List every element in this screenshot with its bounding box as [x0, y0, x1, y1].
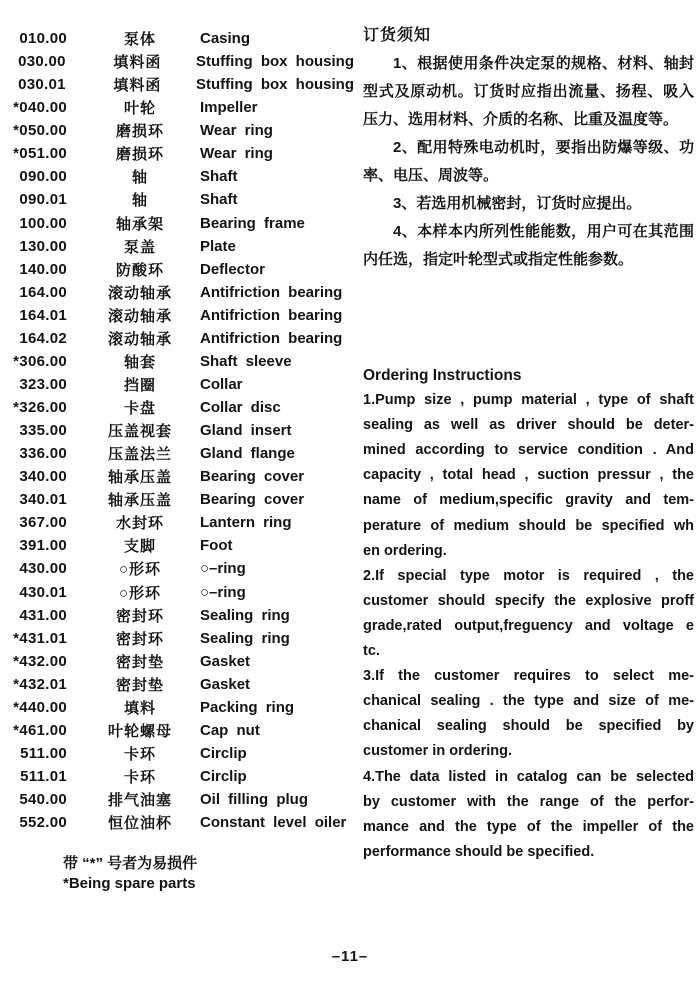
table-row [12, 465, 354, 488]
part-name-cn: ○形环 [118, 584, 162, 602]
table-row [12, 627, 354, 650]
notice-line-en: 3.If the customer requires to select me- [363, 668, 694, 685]
part-number: 391.00 [19, 537, 67, 555]
part-number: 336.00 [19, 445, 67, 463]
notice-en-block [363, 363, 694, 865]
part-number: *432.01 [13, 675, 67, 693]
table-row [12, 373, 354, 396]
notice-line-en: 4.The data listed in catalog can be selected [363, 768, 694, 785]
notice-line-en: chanical sealing . the type and size of me- [363, 693, 694, 710]
part-name-en: Bearing frame [200, 214, 305, 232]
part-name-cn: 叶轮螺母 [107, 722, 172, 740]
spare-parts-footnote [63, 854, 197, 893]
part-number: 340.00 [19, 468, 67, 486]
part-name-cn: 恒位油杯 [107, 815, 172, 833]
part-name-cn: 轴套 [123, 353, 156, 371]
part-name-cn: 密封垫 [115, 653, 164, 671]
notice-cn-paragraphs [363, 50, 694, 274]
notice-line-cn: 1、根据使用条件决定泵的规格、材料、轴封 [393, 55, 694, 72]
part-number: *040.00 [13, 99, 67, 117]
part-name-en: Sealing ring [200, 606, 290, 624]
part-name-en: Gland flange [200, 445, 295, 463]
notice-line-cn: 3、若选用机械密封，订货时应提出。 [393, 195, 642, 212]
table-row [12, 604, 354, 627]
part-name-cn: 轴承压盖 [107, 492, 172, 510]
part-name-cn: 卡环 [123, 769, 156, 787]
notice-line-en: mined according to service condition . And [363, 442, 694, 459]
page-number: –11– [331, 948, 369, 965]
table-row [12, 119, 354, 142]
table-row [12, 96, 354, 119]
footnote-cn: 带 “*” 号者为易损件 [63, 855, 198, 872]
part-name-en: Shaft [200, 191, 238, 209]
part-number: *051.00 [13, 145, 67, 163]
part-name-en: Collar disc [200, 399, 281, 417]
table-row [12, 50, 354, 73]
part-name-cn: 防酸环 [115, 261, 164, 279]
notice-line-en: grade,rated output,freguency and voltage e [363, 617, 694, 634]
notice-line-cn: 4、本样本内所列性能能数，用户可在其范围 [393, 223, 694, 240]
part-name-en: Constant level oiler [200, 814, 347, 832]
part-name-en: Deflector [200, 260, 266, 278]
part-number: *440.00 [13, 698, 67, 716]
table-row [12, 788, 354, 811]
part-number: 335.00 [19, 422, 67, 440]
part-number: 511.00 [20, 744, 67, 762]
part-name-en: Circlip [200, 768, 247, 786]
notice-line-en: 1.Pump size , pump material , type of shaft [363, 392, 694, 409]
part-name-cn: 压盖视套 [107, 423, 172, 441]
notice-en-paragraphs [363, 388, 694, 865]
notice-line-cn: 压力、选用材料、介质的名称、比重及温度等。 [363, 111, 679, 128]
part-name-en: Oil filling plug [200, 791, 308, 809]
notice-line-en: customer in ordering. [363, 743, 513, 760]
part-number: *306.00 [13, 352, 67, 370]
part-number: *326.00 [13, 399, 67, 417]
part-name-en: Wear ring [200, 145, 273, 163]
ordering-instructions [363, 22, 694, 865]
part-name-en: Impeller [200, 99, 258, 117]
part-name-cn: 密封环 [115, 630, 164, 648]
part-number: 090.01 [19, 191, 67, 209]
table-row [12, 673, 354, 696]
part-number: 030.01 [18, 76, 66, 94]
notice-line-en: name of medium,specific gravity and tem- [363, 492, 694, 509]
part-name-cn: 轴承压盖 [107, 469, 172, 487]
part-number: *050.00 [13, 122, 67, 140]
part-name-cn: 密封垫 [115, 676, 164, 694]
notice-line-en: customer should specify the explosive proff [363, 592, 694, 609]
notice-line-en: by customer with the range of the perfor- [363, 793, 694, 810]
part-name-cn: 支脚 [123, 538, 156, 556]
part-number: 164.01 [19, 306, 67, 324]
table-row [12, 811, 354, 834]
part-name-cn: 轴 [131, 192, 148, 210]
part-number: 140.00 [19, 260, 67, 278]
part-name-cn: 叶轮 [123, 100, 156, 118]
part-name-en: Stuffing box housing [196, 53, 354, 71]
part-name-en: Bearing cover [200, 491, 305, 509]
notice-line-cn: 2、配用特殊电动机时，要指出防爆等级、功 [393, 139, 694, 156]
table-row [12, 765, 354, 788]
table-row [12, 534, 354, 557]
part-name-cn: 填料函 [113, 77, 162, 95]
part-number: 552.00 [19, 814, 67, 832]
part-number: 540.00 [19, 791, 67, 809]
part-name-cn: 卡环 [123, 745, 156, 763]
part-number: 511.01 [20, 768, 67, 786]
part-number: *431.01 [13, 629, 67, 647]
notice-line-cn: 率、电压、周波等。 [363, 167, 499, 184]
table-row [12, 396, 354, 419]
table-row [12, 235, 354, 258]
table-row [12, 212, 354, 235]
part-name-en: Antifriction bearing [200, 329, 343, 347]
notice-line-en: performance should be specified. [363, 843, 595, 860]
part-name-cn: 密封环 [115, 607, 164, 625]
part-name-en: Gasket [200, 675, 251, 693]
table-row [12, 142, 354, 165]
part-number: *461.00 [13, 721, 67, 739]
table-row [12, 188, 354, 211]
part-number: 090.00 [19, 168, 67, 186]
table-row [12, 73, 354, 96]
table-row [12, 488, 354, 511]
part-name-en: Wear ring [200, 122, 273, 140]
part-name-en: Gasket [200, 652, 251, 670]
part-name-en: Bearing cover [200, 468, 305, 486]
part-name-cn: 磨损环 [115, 146, 164, 164]
table-row [12, 557, 354, 580]
table-row [12, 327, 354, 350]
part-name-cn: 卡盘 [123, 400, 156, 418]
parts-table [12, 27, 354, 834]
part-number: 030.00 [18, 53, 66, 71]
part-name-en: Circlip [200, 744, 247, 762]
table-row [12, 581, 354, 604]
part-name-cn: 泵体 [123, 31, 156, 49]
notice-line-en: perature of medium should be specified wh [363, 517, 694, 534]
table-row [12, 650, 354, 673]
part-name-cn: 滚动轴承 [107, 284, 172, 302]
part-name-en: Sealing ring [200, 629, 290, 647]
part-number: 010.00 [19, 30, 67, 48]
part-number: 430.01 [19, 583, 67, 601]
table-row [12, 742, 354, 765]
part-number: 323.00 [19, 375, 67, 393]
part-name-en: Gland insert [200, 422, 292, 440]
part-name-cn: 滚动轴承 [107, 307, 172, 325]
part-number: 431.00 [19, 606, 67, 624]
notice-line-en: tc. [363, 643, 380, 660]
notice-line-en: 2.If special type motor is required , the [363, 567, 694, 584]
part-name-en: Foot [200, 537, 233, 555]
part-name-cn: 轴承架 [115, 215, 164, 233]
part-name-en: ○–ring [200, 583, 246, 601]
part-name-cn: 填料 [123, 699, 156, 717]
table-row [12, 281, 354, 304]
part-name-cn: 泵盖 [123, 238, 156, 256]
part-name-en: Antifriction bearing [200, 283, 343, 301]
table-row [12, 304, 354, 327]
notice-line-en: chanical sealing should be specified by [363, 718, 694, 735]
notice-line-en: mance and the type of the impeller of the [363, 818, 694, 835]
notice-line-en: en ordering. [363, 542, 447, 559]
part-name-cn: 轴 [131, 169, 148, 187]
notice-line-en: sealing as well as driver should be deter- [363, 417, 694, 434]
part-name-cn: ○形环 [118, 561, 162, 579]
notice-title-en: Ordering Instructions [363, 367, 522, 384]
notice-line-cn: 型式及原动机。订货时应指出流量、扬程、吸入 [363, 83, 694, 100]
part-name-cn: 滚动轴承 [107, 330, 172, 348]
table-row [12, 27, 354, 50]
part-number: 130.00 [19, 237, 67, 255]
part-name-en: Shaft [200, 168, 238, 186]
table-row [12, 696, 354, 719]
part-name-en: ○–ring [200, 560, 246, 578]
part-name-en: Packing ring [200, 698, 295, 716]
part-number: 340.01 [19, 491, 67, 509]
notice-line-en: capacity , total head , suction pressur , the [363, 467, 694, 484]
part-number: *432.00 [13, 652, 67, 670]
part-name-en: Antifriction bearing [200, 306, 343, 324]
notice-title-cn: 订货须知 [363, 27, 432, 44]
part-name-cn: 填料函 [113, 54, 162, 72]
table-row [12, 419, 354, 442]
table-row [12, 719, 354, 742]
part-name-cn: 压盖法兰 [107, 446, 172, 464]
table-row [12, 442, 354, 465]
part-number: 164.02 [19, 329, 67, 347]
part-name-en: Plate [200, 237, 236, 255]
notice-line-cn: 内任选，指定叶轮型式或指定性能参数。 [363, 251, 634, 268]
part-name-en: Cap nut [200, 721, 260, 739]
part-name-cn: 水封环 [115, 515, 164, 533]
table-row [12, 258, 354, 281]
part-number: 367.00 [19, 514, 67, 532]
table-row [12, 165, 354, 188]
table-row [12, 350, 354, 373]
part-name-cn: 挡圈 [123, 376, 156, 394]
part-name-cn: 排气油塞 [107, 792, 172, 810]
part-number: 430.00 [19, 560, 67, 578]
part-name-en: Casing [200, 30, 251, 48]
part-name-en: Stuffing box housing [196, 76, 354, 94]
part-number: 164.00 [19, 283, 67, 301]
part-name-en: Lantern ring [200, 514, 292, 532]
part-name-en: Collar [200, 375, 243, 393]
part-number: 100.00 [19, 214, 67, 232]
footnote-en: *Being spare parts [63, 874, 196, 892]
part-name-en: Shaft sleeve [200, 352, 292, 370]
table-row [12, 511, 354, 534]
part-name-cn: 磨损环 [115, 123, 164, 141]
